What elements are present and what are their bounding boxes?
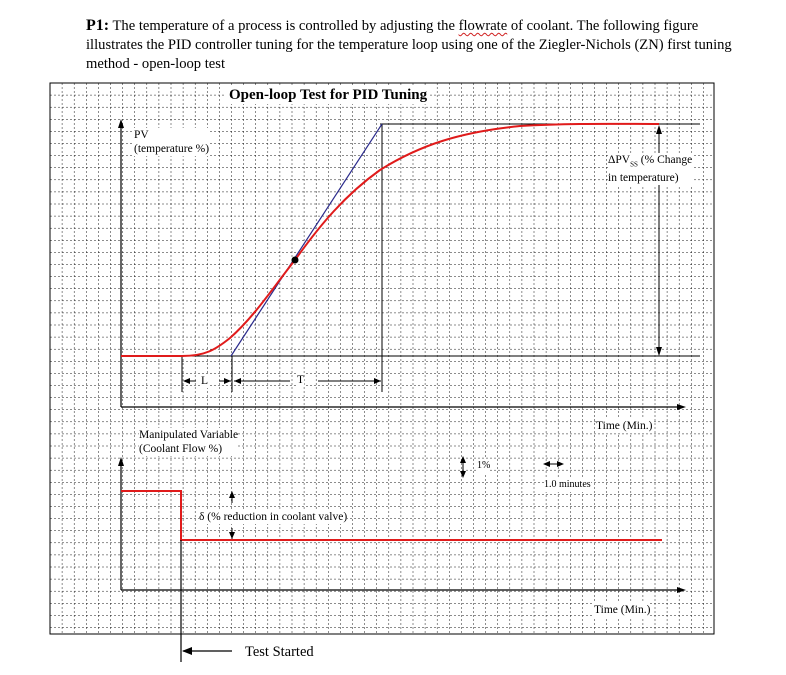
pv-label: [134, 128, 209, 156]
tangent-line: [231, 124, 382, 356]
l-left-arrow-icon: [183, 378, 190, 384]
l-label: L: [201, 375, 209, 387]
time-label-top: Time (Min.): [596, 420, 653, 432]
scale-down-arrow-icon: [460, 471, 466, 478]
dpv-arrow-up-icon: [656, 125, 662, 134]
test-started-label: Test Started: [245, 644, 314, 660]
scale-up-arrow-icon: [460, 456, 466, 463]
dpv-label-main: ΔPV: [608, 154, 631, 166]
minute-left-arrow-icon: [543, 461, 550, 467]
problem-text-b: of coolant. The following figure illustrates the PID controller tuning for the temperature loop using one of the Ziegler-Nichols (ZN) first tuning method - open-loop test: [86, 18, 732, 72]
pv-label-line2: (temperature %): [134, 143, 210, 155]
scale-minutes-label: 1.0 minutes: [544, 479, 591, 490]
time-label-bottom: Time (Min.): [594, 604, 651, 616]
t-left-arrow-icon: [234, 378, 241, 384]
dpv-label-rest: (% Change: [637, 154, 693, 166]
mv-label-line1: Manipulated Variable: [139, 429, 239, 441]
t-right-arrow-icon: [374, 378, 381, 384]
dpv-label-line2: in temperature): [608, 172, 679, 185]
mv-label-line2: (Coolant Flow %): [139, 443, 223, 455]
dpv-label-sub: SS: [630, 160, 638, 169]
problem-number: P1:: [86, 17, 110, 34]
flowrate-word: flowrate: [458, 18, 508, 34]
delta-label: δ (% reduction in coolant valve): [199, 511, 348, 523]
test-start-arrow-icon: [182, 647, 192, 655]
mv-label: [139, 428, 238, 456]
problem-text-a: The temperature of a process is controlled by adjusting the: [109, 18, 459, 34]
pv-label-line1: PV: [134, 129, 149, 141]
time-axis-bottom-arrow-icon: [677, 587, 686, 593]
t-label: T: [297, 374, 305, 386]
delta-down-arrow-icon: [229, 532, 235, 539]
l-right-arrow-icon: [224, 378, 231, 384]
dpv-arrow-down-icon: [656, 347, 662, 356]
minute-right-arrow-icon: [557, 461, 564, 467]
pv-axis-arrow-icon: [118, 119, 124, 128]
inflection-point: [292, 257, 299, 264]
mv-axis-arrow-icon: [118, 457, 124, 466]
response-curve: [121, 124, 659, 356]
figure-title: Open-loop Test for PID Tuning: [226, 87, 430, 104]
dpv-label: [608, 153, 692, 185]
time-axis-top-arrow-icon: [677, 404, 686, 410]
scale-percent-label: 1%: [477, 460, 491, 471]
